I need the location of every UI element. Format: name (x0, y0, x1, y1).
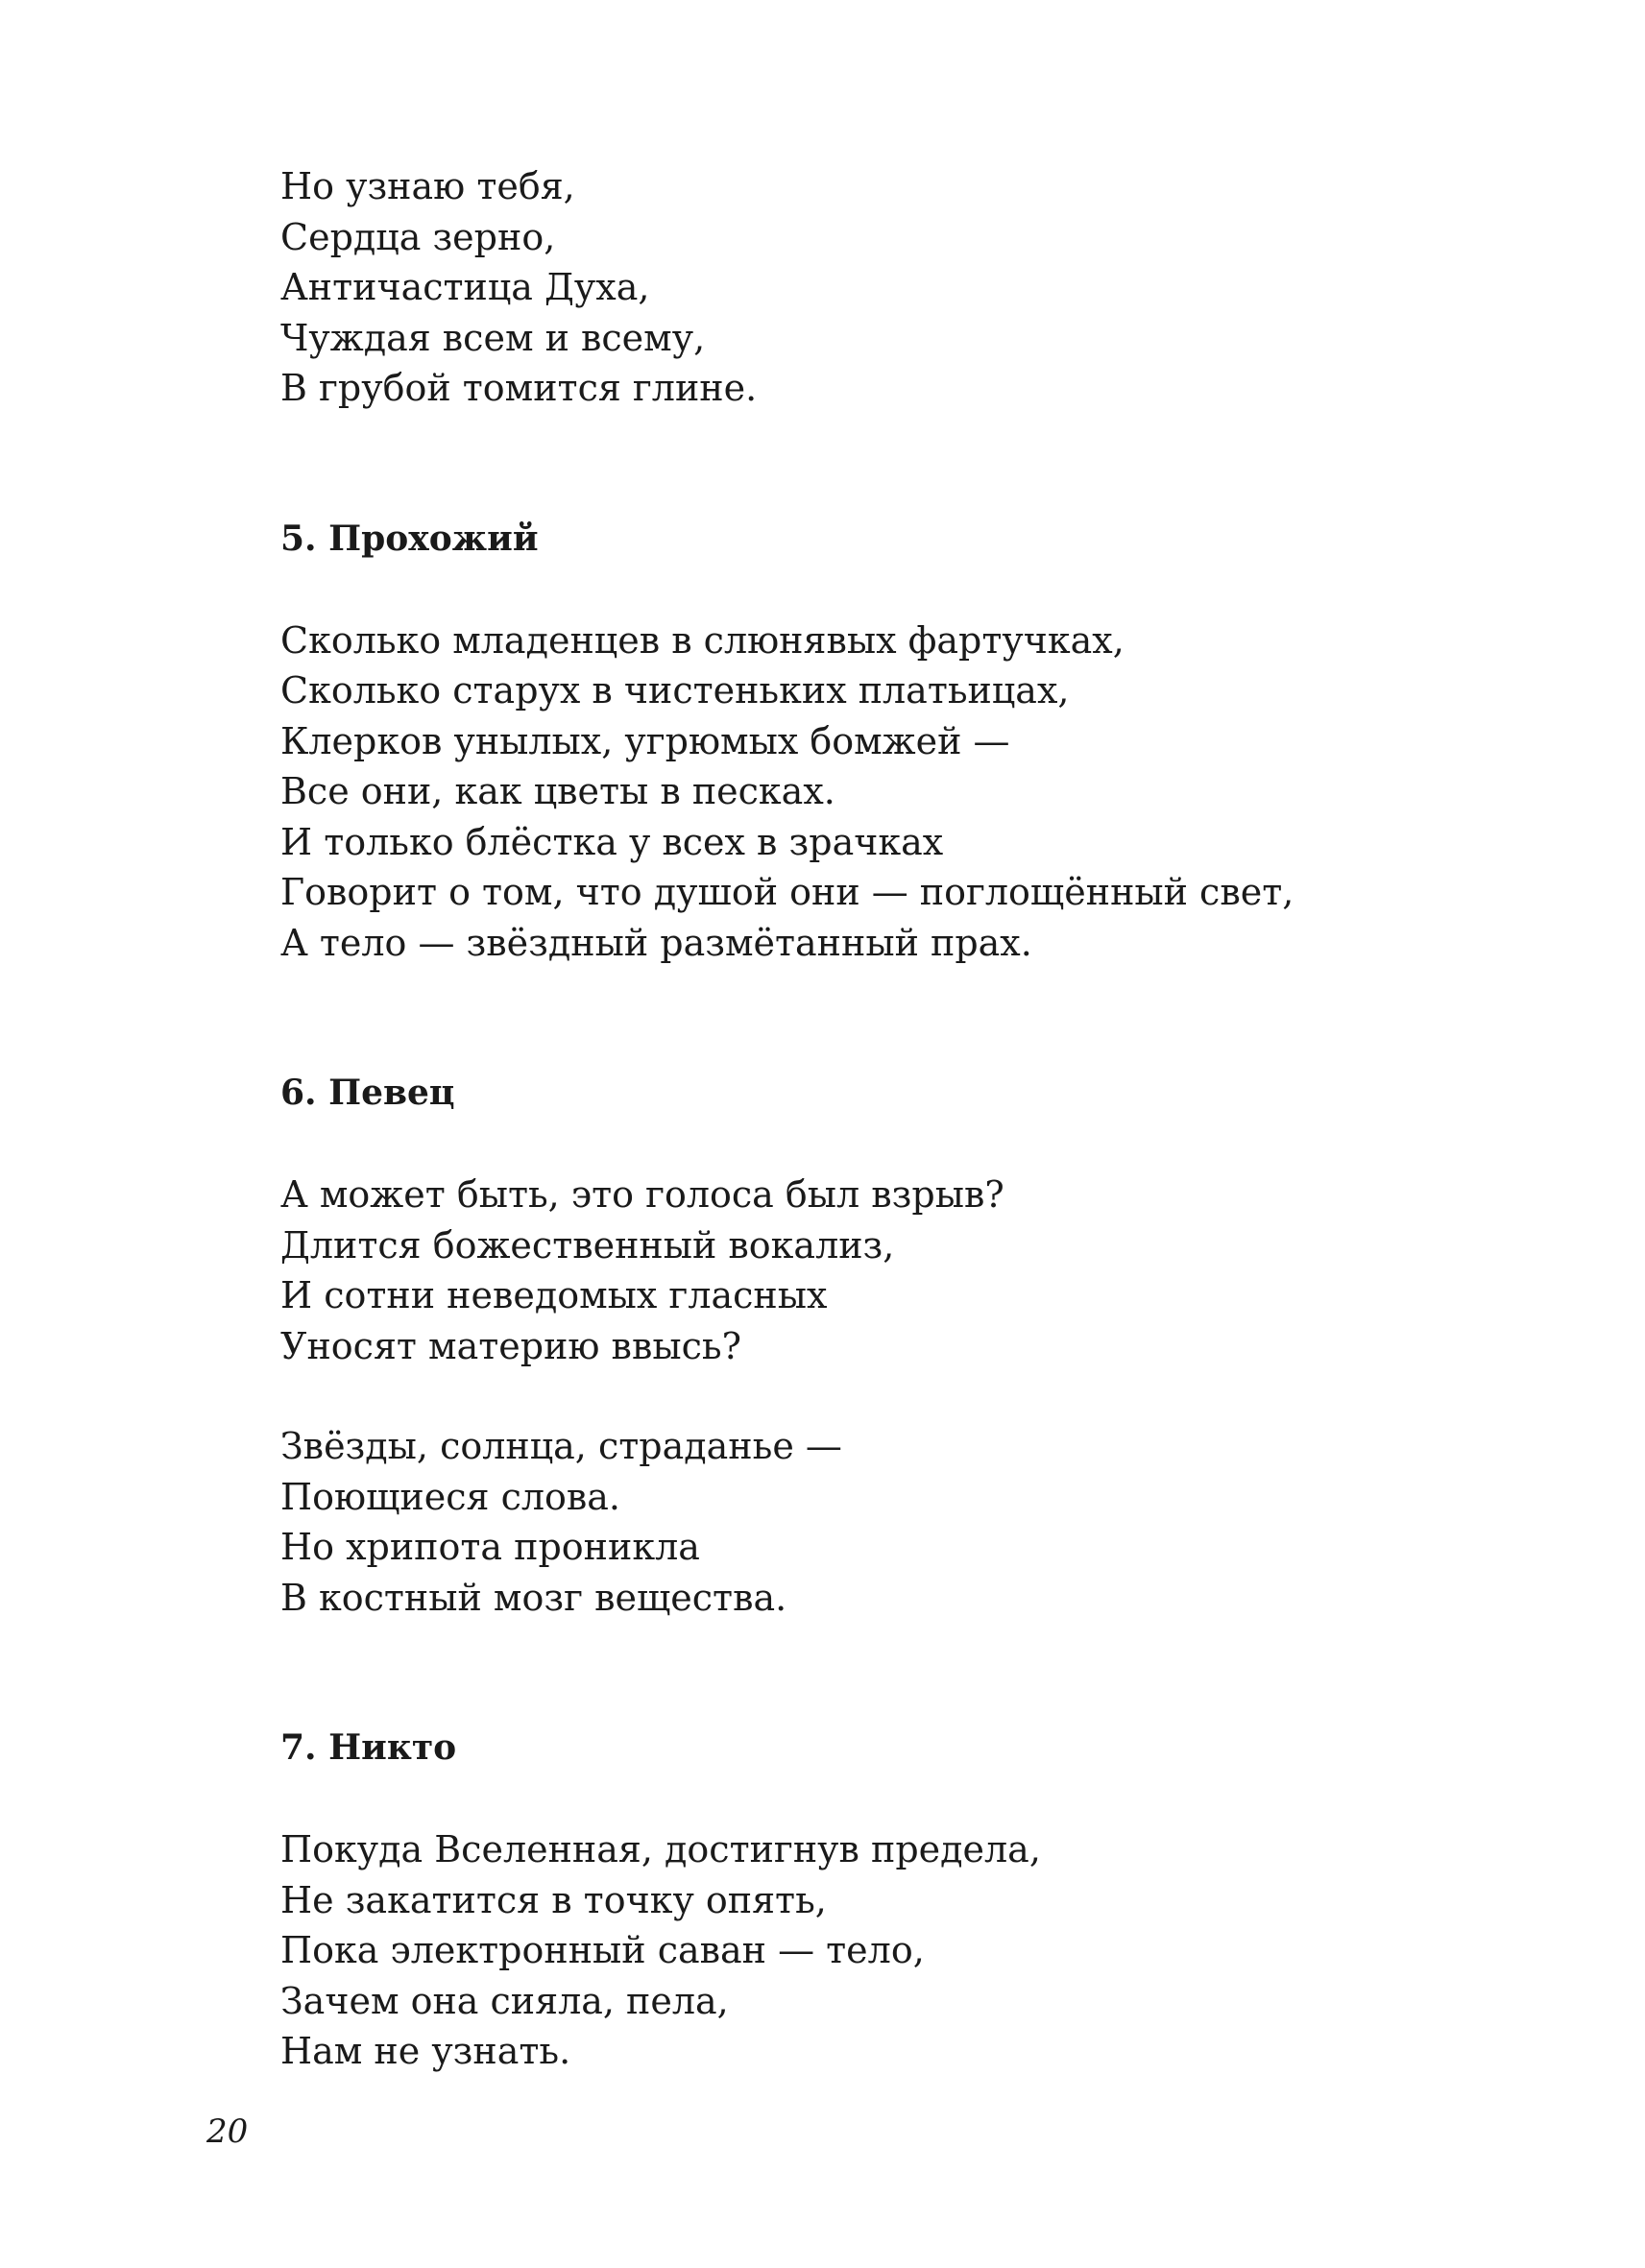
poem-line: Сколько старух в чистеньких платьицах, (280, 669, 1070, 712)
stanza-pevets-1 (280, 1170, 1414, 1371)
page-number: 20 (206, 2112, 249, 2151)
stanza-nikto (280, 1824, 1414, 2077)
poem-line: Клерков унылых, угрюмых бомжей — (280, 719, 1010, 762)
section-heading-5: 5. Прохожий (280, 518, 539, 559)
poem-line: А тело — звёздный размётанный прах. (280, 921, 1032, 964)
poem-line: Но узнаю тебя, (280, 165, 575, 207)
section-heading-6: 6. Певец (280, 1073, 455, 1113)
poem-line: Чуждая всем и всему, (280, 316, 706, 359)
poem-line: Уносят материю ввысь? (280, 1324, 741, 1367)
poem-line: В грубой томится глине. (280, 367, 758, 409)
poem-line: Поющиеся слова. (280, 1475, 621, 1518)
stanza-continuation (280, 161, 1414, 414)
poem-line: Длится божественный вокализ, (280, 1223, 895, 1267)
poem-line: И только блёстка у всех в зрачках (280, 820, 944, 863)
poem-line: Звёзды, солнца, страданье — (280, 1425, 842, 1467)
poem-line: Все они, как цветы в песках. (280, 770, 835, 812)
poem-line: Пока электронный саван — тело, (280, 1929, 925, 1971)
poem-line: Но хрипота проникла (280, 1526, 700, 1568)
poem-line: Говорит о том, что душой они — поглощённый свет, (280, 871, 1294, 913)
poem-line: Античастица Духа, (280, 266, 650, 308)
poem-line: Не закатится в точку опять, (280, 1878, 827, 1921)
stanza-prokhozhiy (280, 615, 1414, 969)
poem-line: Зачем она сияла, пела, (280, 1979, 729, 2022)
poem-line: Покуда Вселенная, достигнув предела, (280, 1828, 1041, 1870)
section-heading-7: 7. Никто (280, 1727, 457, 1768)
poem-line: Сердца зерно, (280, 215, 556, 258)
stanza-pevets-2 (280, 1421, 1414, 1623)
poem-line: И сотни неведомых гласных (280, 1274, 828, 1316)
poem-line: Нам не узнать. (280, 2030, 571, 2072)
poem-line: Сколько младенцев в слюнявых фартучках, (280, 618, 1125, 662)
poem-line: В костный мозг вещества. (280, 1576, 787, 1619)
poem-line: А может быть, это голоса был взрыв? (280, 1173, 1004, 1216)
poem-page (280, 161, 1414, 2077)
